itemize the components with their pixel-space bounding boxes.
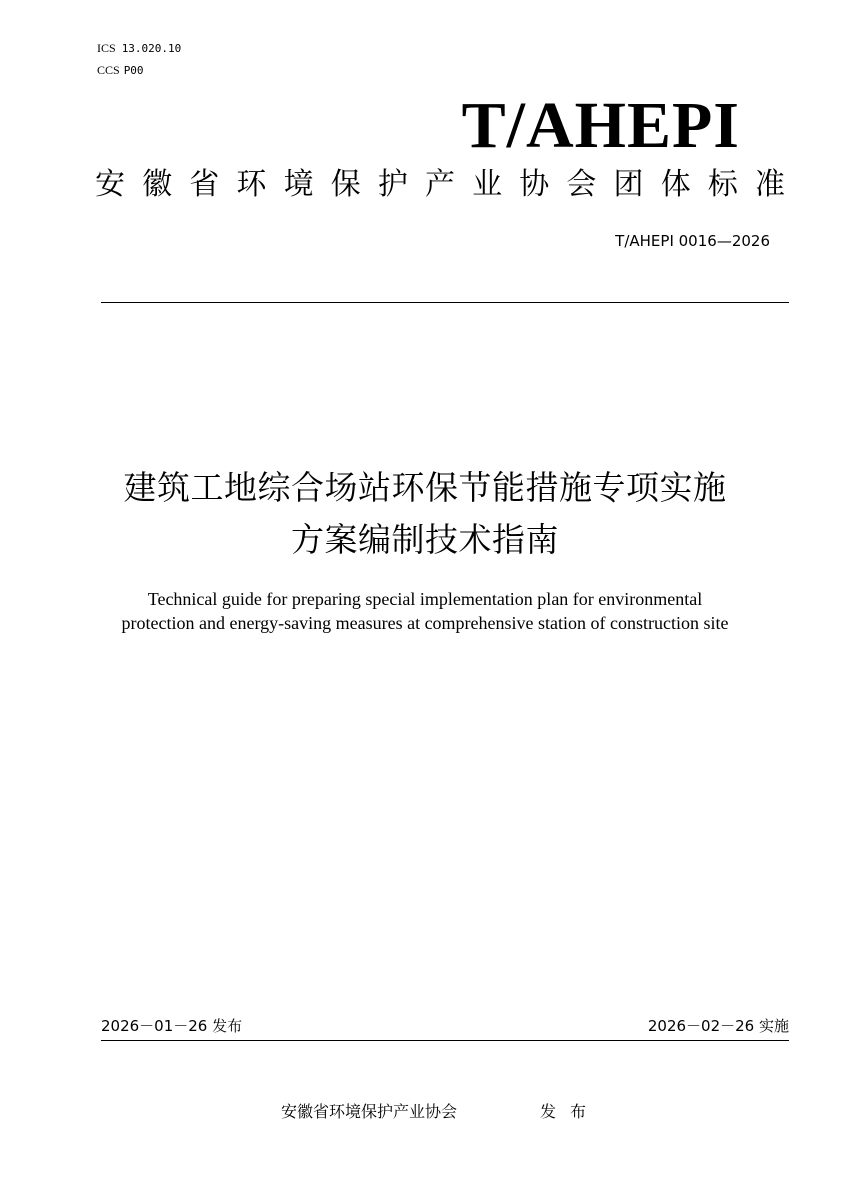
association-name-char: 会 [566, 167, 597, 202]
title-en-line-1: Technical guide for preparing special implementation plan for environmental [147, 589, 703, 609]
standard-logo: T/AHEPI [461, 89, 740, 162]
association-name-char: 协 [519, 167, 550, 202]
title-english [60, 587, 790, 635]
ccs-code: P00 [123, 64, 144, 77]
publish-label: 发布 [540, 1102, 601, 1121]
association-name-char: 体 [660, 167, 691, 202]
association-name-char: 环 [236, 167, 267, 202]
ics-code: 13.020.10 [121, 42, 182, 55]
title-en-line-2: protection and energy-saving measures at comprehensive station of construction site [121, 613, 729, 633]
association-name-char: 安 [95, 167, 125, 202]
association-name-char: 产 [424, 167, 455, 202]
bottom-divider [101, 1040, 789, 1041]
ics-label: ICS [97, 41, 116, 55]
association-name-char: 团 [613, 167, 644, 202]
ccs-label: CCS [97, 63, 120, 77]
ics-classification [97, 41, 181, 56]
title-cn-line-2: 方案编制技术指南 [291, 520, 559, 559]
publisher-name: 安徽省环境保护产业协会 [281, 1102, 458, 1121]
top-divider [101, 302, 789, 303]
association-name-char: 标 [707, 167, 738, 202]
issue-date: 2026－01－26 发布 [101, 1017, 243, 1035]
implementation-date: 2026－02－26 实施 [647, 1017, 789, 1035]
ccs-classification [97, 63, 144, 78]
association-name-char: 境 [283, 167, 314, 202]
association-name-char: 省 [189, 167, 220, 202]
association-name-char: 业 [472, 167, 503, 202]
association-name-char: 护 [377, 167, 408, 202]
standard-number: T/AHEPI 0016—2026 [615, 232, 770, 250]
title-chinese [60, 462, 790, 566]
association-name-char: 准 [754, 167, 785, 202]
association-name-char: 保 [330, 167, 361, 202]
association-name-char: 徽 [142, 167, 173, 202]
title-cn-line-1: 建筑工地综合场站环保节能措施专项实施 [123, 468, 727, 507]
association-standard-name [95, 163, 785, 207]
